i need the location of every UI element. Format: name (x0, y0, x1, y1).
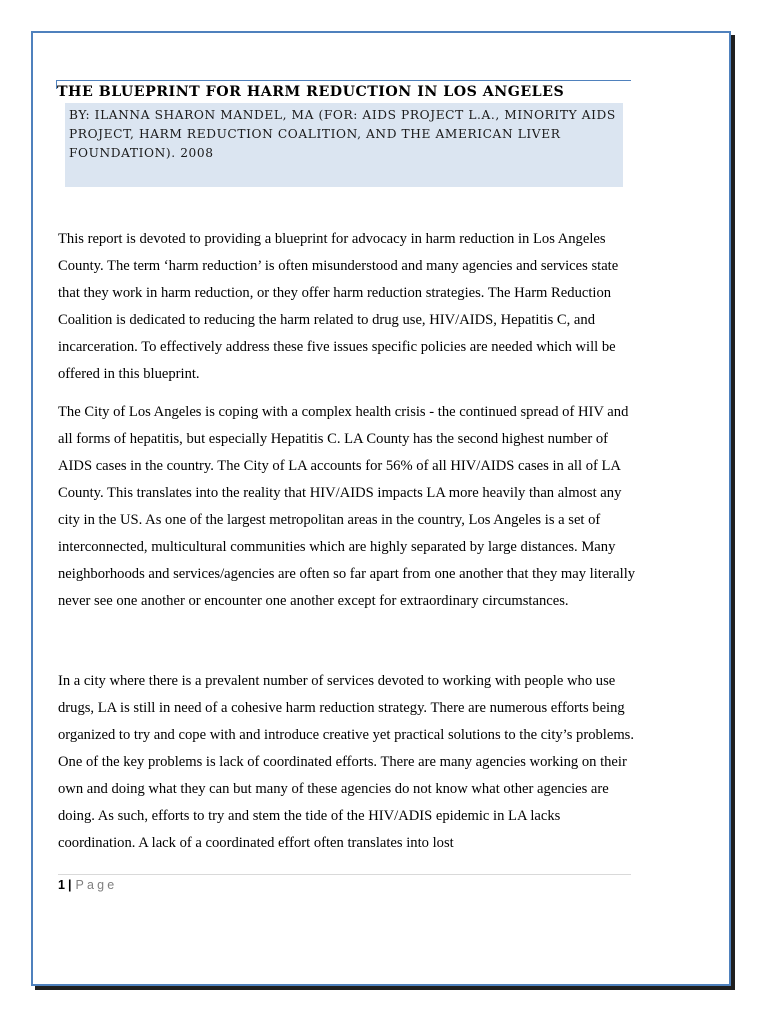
page-label: Page (75, 878, 118, 892)
paragraph-1: This report is devoted to providing a blueprint for advocacy in harm reduction in Los Angeles County. The term ‘harm reduction’ is often misunderstood and many agencies and services state that they work in harm reduction, or they offer harm reduction strategies. The Harm Reduction Coalition is dedicated to reducing the harm related to drug use, HIV/AIDS, Hepatitis C, and incarceration. To effectively address these five issues specific policies are needed which will be offered in this blueprint. (58, 231, 619, 382)
page-footer (58, 878, 117, 892)
paragraph-2: The City of Los Angeles is coping with a complex health crisis - the continued spread of HIV and all forms of hepatitis, but especially Hepatitis C. LA County has the second highest number of AIDS cases in the country. The City of LA accounts for 56% of all HIV/AIDS cases in all of LA County. This translates into the reality that HIV/AIDS impacts LA more heavily than almost any city in the US. As one of the largest metropolitan areas in the country, Los Angeles is a set of interconnected, multicultural communities which are highly separated by large distances. Many neighborhoods and services/agencies are often so far apart from one another that they may literally never see one another or encounter one another except for extraordinary circumstances. (58, 404, 636, 609)
document-title: THE BLUEPRINT FOR HARM REDUCTION IN LOS ANGELES (57, 84, 565, 100)
document-byline: BY: ILANNA SHARON MANDEL, MA (FOR: AIDS PROJECT L.A., MINORITY AIDS PROJECT, HARM REDUCTION COALITION, AND THE AMERICAN LIVER FOUNDATION). 2008 (69, 108, 616, 160)
byline-box (65, 103, 623, 187)
footer-rule (58, 874, 631, 875)
footer-separator: | (67, 878, 72, 892)
paragraph-3: In a city where there is a prevalent number of services devoted to working with people who use drugs, LA is still in need of a cohesive harm reduction strategy. There are numerous efforts being organized to try and cope with and introduce creative yet practical solutions to the city’s problems. One of the key problems is lack of coordinated efforts. There are many agencies working on their own and doing what they can but many of these agencies do not know what other agencies are doing. As such, efforts to try and stem the tide of the HIV/ADIS epidemic in LA lacks coordination. A lack of a coordinated effort often translates into lost (58, 673, 635, 851)
title-rule (56, 80, 631, 81)
body-section-2 (58, 399, 638, 615)
page-number: 1 (58, 878, 65, 892)
body-section-1 (58, 226, 638, 388)
body-section-3 (58, 668, 638, 857)
